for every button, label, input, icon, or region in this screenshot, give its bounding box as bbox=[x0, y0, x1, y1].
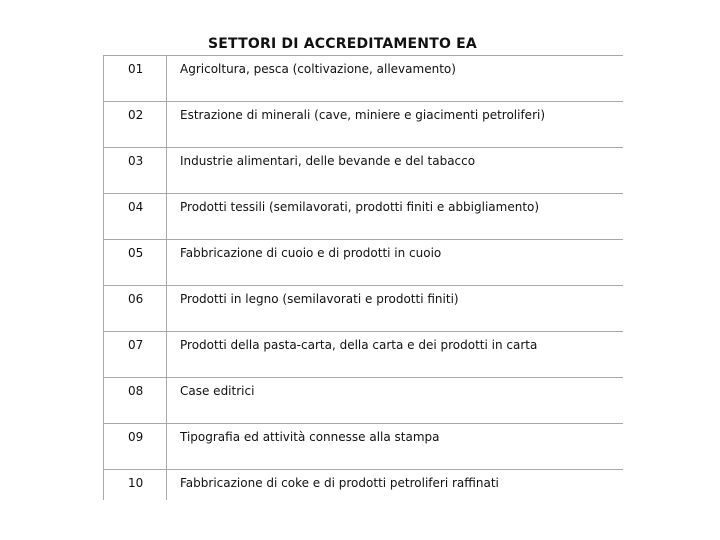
sector-description: Estrazione di minerali (cave, miniere e giacimenti petroliferi) bbox=[167, 102, 624, 148]
sector-code: 05 bbox=[104, 240, 167, 286]
table-row bbox=[104, 148, 624, 194]
sector-description: Prodotti in legno (semilavorati e prodotti finiti) bbox=[167, 286, 624, 332]
table-row bbox=[104, 286, 624, 332]
sector-code: 01 bbox=[104, 56, 167, 102]
sector-description: Case editrici bbox=[167, 378, 624, 424]
sector-description: Agricoltura, pesca (coltivazione, allevamento) bbox=[167, 56, 624, 102]
sector-description: Prodotti della pasta-carta, della carta e dei prodotti in carta bbox=[167, 332, 624, 378]
sector-code: 07 bbox=[104, 332, 167, 378]
table-row bbox=[104, 240, 624, 286]
sector-description: Industrie alimentari, delle bevande e del tabacco bbox=[167, 148, 624, 194]
table-row bbox=[104, 424, 624, 470]
table-row bbox=[104, 378, 624, 424]
table-row bbox=[104, 470, 624, 501]
page-title: SETTORI DI ACCREDITAMENTO EA bbox=[208, 36, 477, 52]
table-row bbox=[104, 56, 624, 102]
sectors-table bbox=[103, 55, 623, 500]
table-row bbox=[104, 102, 624, 148]
table-row bbox=[104, 332, 624, 378]
sector-code: 04 bbox=[104, 194, 167, 240]
sector-code: 08 bbox=[104, 378, 167, 424]
sector-code: 02 bbox=[104, 102, 167, 148]
sector-code: 06 bbox=[104, 286, 167, 332]
sector-code: 10 bbox=[104, 470, 167, 501]
sector-code: 03 bbox=[104, 148, 167, 194]
sector-description: Tipografia ed attività connesse alla stampa bbox=[167, 424, 624, 470]
sector-code: 09 bbox=[104, 424, 167, 470]
sectors-table-container bbox=[103, 55, 623, 500]
sector-description: Prodotti tessili (semilavorati, prodotti finiti e abbigliamento) bbox=[167, 194, 624, 240]
sector-description: Fabbricazione di cuoio e di prodotti in cuoio bbox=[167, 240, 624, 286]
sector-description: Fabbricazione di coke e di prodotti petroliferi raffinati bbox=[167, 470, 624, 501]
table-row bbox=[104, 194, 624, 240]
